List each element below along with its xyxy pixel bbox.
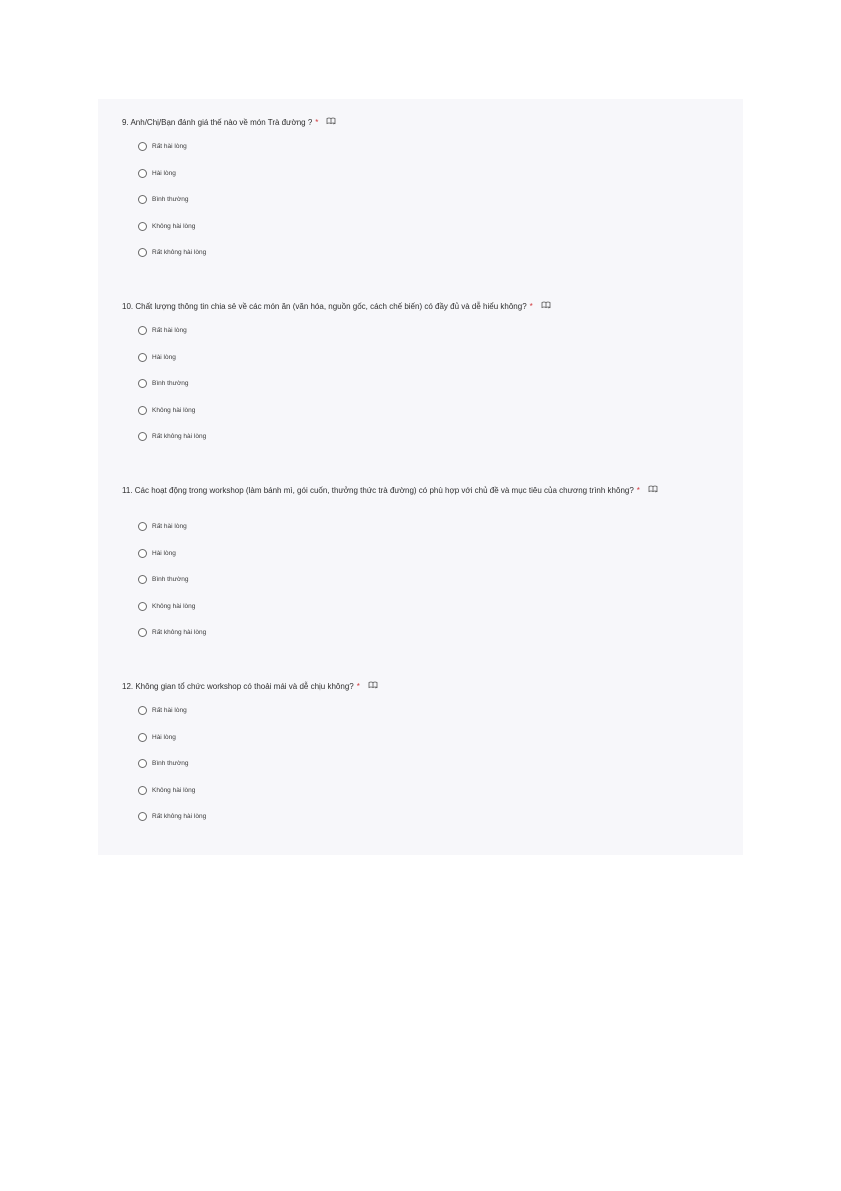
option-binh-thuong[interactable] xyxy=(138,376,188,390)
question-title xyxy=(122,681,732,692)
required-asterisk: * xyxy=(636,486,640,495)
option-label: Hài lòng xyxy=(152,353,176,361)
option-label: Rất hài lòng xyxy=(152,522,187,530)
radio-button[interactable] xyxy=(138,575,147,584)
option-binh-thuong[interactable] xyxy=(138,192,188,206)
question-title xyxy=(122,485,732,496)
radio-button[interactable] xyxy=(138,432,147,441)
radio-button[interactable] xyxy=(138,786,147,795)
radio-button[interactable] xyxy=(138,733,147,742)
immersive-reader-icon[interactable] xyxy=(541,301,551,312)
question-text: 9. Anh/Chị/Bạn đánh giá thế nào về món Trà đường ? xyxy=(122,118,313,127)
radio-button[interactable] xyxy=(138,222,147,231)
option-hai-long[interactable] xyxy=(138,546,176,560)
radio-button[interactable] xyxy=(138,522,147,531)
question-title xyxy=(122,301,732,312)
option-label: Bình thường xyxy=(152,575,189,583)
question-title xyxy=(122,117,732,128)
radio-button[interactable] xyxy=(138,142,147,151)
option-label: Rất hài lòng xyxy=(152,706,187,714)
option-label: Bình thường xyxy=(152,379,189,387)
option-label: Không hài lòng xyxy=(152,602,196,610)
option-label: Hài lòng xyxy=(152,549,176,557)
option-label: Bình thường xyxy=(152,759,189,767)
question-text: 11. Các hoạt động trong workshop (làm bánh mì, gói cuốn, thưởng thức trà đường) có phù hợp với chủ đề và mục tiêu của chương trình không? xyxy=(122,486,634,495)
immersive-reader-icon[interactable] xyxy=(648,485,658,496)
option-label: Không hài lòng xyxy=(152,406,196,414)
option-rat-hai-long[interactable] xyxy=(138,703,187,717)
required-asterisk: * xyxy=(356,682,360,691)
question-text: 12. Không gian tổ chức workshop có thoải mái và dễ chịu không? xyxy=(122,682,354,691)
option-hai-long[interactable] xyxy=(138,166,176,180)
radio-button[interactable] xyxy=(138,602,147,611)
required-asterisk: * xyxy=(315,118,319,127)
option-label: Rất không hài lòng xyxy=(152,628,207,636)
option-label: Hài lòng xyxy=(152,733,176,741)
option-rat-hai-long[interactable] xyxy=(138,323,187,337)
option-khong-hai-long[interactable] xyxy=(138,403,195,417)
radio-button[interactable] xyxy=(138,406,147,415)
option-label: Rất không hài lòng xyxy=(152,248,207,256)
option-hai-long[interactable] xyxy=(138,730,176,744)
immersive-reader-icon[interactable] xyxy=(326,117,336,128)
radio-button[interactable] xyxy=(138,759,147,768)
radio-button[interactable] xyxy=(138,169,147,178)
option-label: Không hài lòng xyxy=(152,222,196,230)
option-hai-long[interactable] xyxy=(138,350,176,364)
radio-button[interactable] xyxy=(138,628,147,637)
radio-button[interactable] xyxy=(138,549,147,558)
required-asterisk: * xyxy=(529,302,533,311)
form-panel xyxy=(98,99,743,855)
option-rat-khong-hai-long[interactable] xyxy=(138,809,206,823)
option-label: Rất không hài lòng xyxy=(152,432,207,440)
option-label: Hài lòng xyxy=(152,169,176,177)
option-rat-hai-long[interactable] xyxy=(138,139,187,153)
option-label: Không hài lòng xyxy=(152,786,196,794)
radio-button[interactable] xyxy=(138,706,147,715)
radio-button[interactable] xyxy=(138,195,147,204)
option-rat-khong-hai-long[interactable] xyxy=(138,245,206,259)
radio-button[interactable] xyxy=(138,379,147,388)
option-label: Rất không hài lòng xyxy=(152,812,207,820)
radio-button[interactable] xyxy=(138,326,147,335)
immersive-reader-icon[interactable] xyxy=(368,681,378,692)
option-rat-hai-long[interactable] xyxy=(138,519,187,533)
option-khong-hai-long[interactable] xyxy=(138,783,195,797)
radio-button[interactable] xyxy=(138,812,147,821)
option-khong-hai-long[interactable] xyxy=(138,599,195,613)
option-rat-khong-hai-long[interactable] xyxy=(138,429,206,443)
question-text: 10. Chất lượng thông tin chia sẻ về các món ăn (văn hóa, nguồn gốc, cách chế biến) có đầy đủ và dễ hiểu không? xyxy=(122,302,527,311)
radio-button[interactable] xyxy=(138,353,147,362)
option-label: Rất hài lòng xyxy=(152,326,187,334)
radio-button[interactable] xyxy=(138,248,147,257)
option-khong-hai-long[interactable] xyxy=(138,219,195,233)
option-rat-khong-hai-long[interactable] xyxy=(138,625,206,639)
option-binh-thuong[interactable] xyxy=(138,756,188,770)
option-label: Rất hài lòng xyxy=(152,142,187,150)
option-label: Bình thường xyxy=(152,195,189,203)
option-binh-thuong[interactable] xyxy=(138,572,188,586)
